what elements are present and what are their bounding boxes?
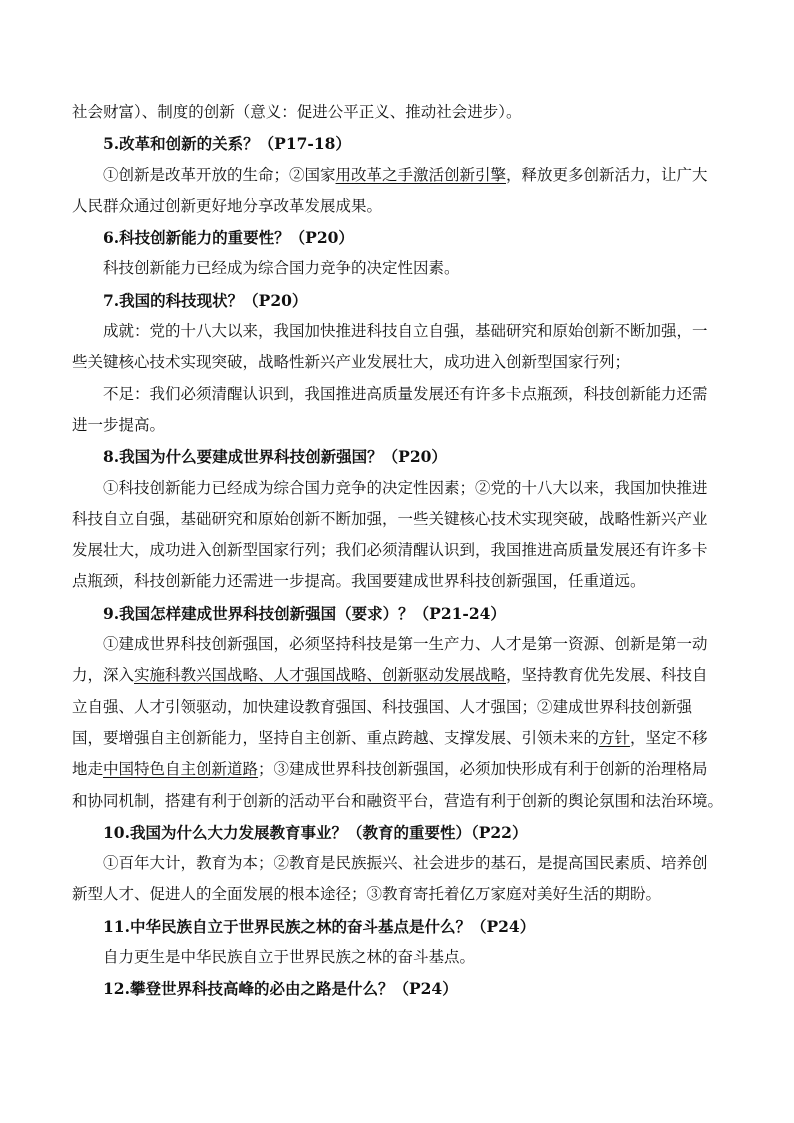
text-line: 力，深入实施科教兴国战略、人才强国战略、创新驱动发展战略，坚持教育优先发展、科技自 <box>72 666 708 685</box>
question-heading: 6.科技创新能力的重要性？（P20） <box>103 228 354 248</box>
question-heading: 8.我国为什么要建成世界科技创新强国？（P20） <box>103 447 447 467</box>
text-line: 立自强、人才引领驱动，加快建设教育强国、科技强国、人才强国；②建成世界科技创新强 <box>72 697 693 716</box>
underlined-phrase: 方针 <box>599 728 631 747</box>
underlined-phrase: 中国特色自主创新道路 <box>103 760 259 779</box>
text-line: 新型人才、促进人的全面发展的根本途径；③教育寄托着亿万家庭对美好生活的期盼。 <box>72 885 662 904</box>
text-line: 发展壮大，成功进入创新型国家行列；我们必须清醒认识到，我国推进高质量发展还有许多卡 <box>72 541 708 560</box>
text-line: ①百年大计，教育为本；②教育是民族振兴、社会进步的基石，是提高国民素质、培养创 <box>103 854 708 873</box>
underlined-phrase: 实施科教兴国战略、人才强国战略、创新驱动发展战略 <box>134 666 507 685</box>
text-line: 进一步提高。 <box>72 415 166 434</box>
text-line: 地走中国特色自主创新道路；③建成世界科技创新强国，必须加快形成有利于创新的治理格局 <box>72 760 708 779</box>
text-line: 国，要增强自主创新能力，坚持自主创新、重点跨越、支撑发展、引领未来的方针，坚定不移 <box>72 728 708 747</box>
question-heading: 10.我国为什么大力发展教育事业？（教育的重要性）（P22） <box>103 822 528 842</box>
text-line: 不足：我们必须清醒认识到，我国推进高质量发展还有许多卡点瓶颈，科技创新能力还需 <box>103 384 708 403</box>
text-line: 成就：党的十八大以来，我国加快推进科技自立自强，基础研究和原始创新不断加强，一 <box>103 322 708 341</box>
question-heading: 9.我国怎样建成世界科技创新强国（要求）？（P21-24） <box>103 603 506 623</box>
text-line: 人民群众通过创新更好地分享改革发展成果。 <box>72 196 383 215</box>
text-line: ①科技创新能力已经成为综合国力竞争的决定性因素；②党的十八大以来，我国加快推进 <box>103 478 708 497</box>
text-line: 科技创新能力已经成为综合国力竞争的决定性因素。 <box>103 259 460 278</box>
question-heading: 12.攀登世界科技高峰的必由之路是什么？（P24） <box>103 979 458 999</box>
text-line: 自力更生是中华民族自立于世界民族之林的奋斗基点。 <box>103 948 476 967</box>
text-line: 社会财富）、制度的创新（意义：促进公平正义、推动社会进步）。 <box>72 103 522 121</box>
text-line: 些关键核心技术实现突破，战略性新兴产业发展壮大，成功进入创新型国家行列； <box>72 353 631 372</box>
text-line: ①创新是改革开放的生命；②国家用改革之手激活创新引擎，释放更多创新活力，让广大 <box>103 165 708 184</box>
text-line: 点瓶颈，科技创新能力还需进一步提高。我国要建成世界科技创新强国，任重道远。 <box>72 572 646 591</box>
text-line: ①建成世界科技创新强国，必须坚持科技是第一生产力、人才是第一资源、创新是第一动 <box>103 635 708 654</box>
question-heading: 7.我国的科技现状？（P20） <box>103 290 308 310</box>
question-heading: 11.中华民族自立于世界民族之林的奋斗基点是什么？（P24） <box>103 916 536 936</box>
underlined-phrase: 用改革之手激活创新引擎 <box>335 165 507 184</box>
text-line: 和协同机制，搭建有利于创新的活动平台和融资平台，营造有利于创新的舆论氛围和法治环境。 <box>72 791 724 810</box>
question-heading: 5.改革和创新的关系？（P17-18） <box>103 134 351 154</box>
text-line: 科技自立自强，基础研究和原始创新不断加强，一些关键核心技术实现突破，战略性新兴产业 <box>72 509 708 528</box>
